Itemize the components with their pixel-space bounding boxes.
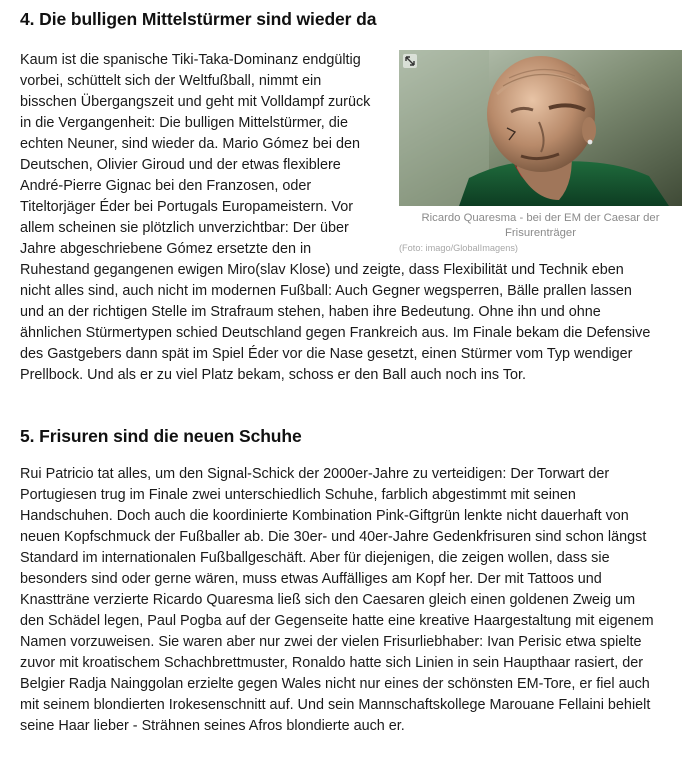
section-5-body: [20, 464, 654, 737]
body-line: in die Vergangenheit: Die bulligen Mittelstürmer, die: [20, 115, 348, 131]
body-line: Knastträne verzierte Ricardo Quaresma ließ sich den Caesaren gleich einen goldenen Zweig um: [20, 592, 636, 608]
body-line: Belgier Radja Nainggolan erzielte gegen Wales nicht nur eines der schönsten EM-Tore, er fiel auch: [20, 676, 650, 692]
body-line: bisschen Übergangszeit und geht mit Volldampf zurück: [20, 94, 371, 110]
body-line: vorbei, schüttelt sich der Weltfußball, nimmt ein: [20, 73, 322, 89]
body-line: Portugiesen trug im Finale zwei unterschiedlich Schuhe, farblich abgestimmt mit seinen: [20, 487, 576, 503]
body-line: seine Haar lieber - Strähnen seines Afros blondierte auch er.: [20, 718, 405, 734]
section-4-body: [20, 50, 650, 386]
body-line: mit seinem blondierten Irokesenschnitt auf. Und sein Mannschaftskollege Marouane Fellaini behielt: [20, 697, 651, 713]
body-line: neuen Kopfschmuck der Fußballer ab. Die 30er- und 40er-Jahre Gedenkfrisuren sind schon längst: [20, 529, 647, 545]
body-line: Jahre abgeschriebene Gómez ersetzte den in: [20, 241, 312, 257]
body-line: ähnlichen Stürmertypen schied Deutschland gegen Frankreich aus. Im Finale bekam die Defensive: [20, 325, 651, 341]
body-line: echten Neuner, sind wieder da. Mario Gómez bei den: [20, 136, 360, 152]
body-line: Deutschen, Olivier Giroud und der etwas flexiblere: [20, 157, 341, 173]
body-line: nicht alles sind, auch nicht im modernen Fußball: Auch Gegner wegsperren, Bälle prallen lassen: [20, 283, 632, 299]
body-line: des Gastgebers dann spät im Spiel Éder vor die Nase gesetzt, einen Stürmer vom Typ wendiger: [20, 346, 633, 362]
body-line: Handschuhen. Doch auch die koordinierte Kombination Pink-Giftgrün lenkte nicht dauerhaft von: [20, 508, 629, 524]
section-heading-frisuren: 5. Frisuren sind die neuen Schuhe: [20, 426, 302, 446]
body-line: Rui Patricio tat alles, um den Signal-Schick der 2000er-Jahre zu verteidigen: Der Torwart der: [20, 466, 610, 482]
photo-credit: (Foto: imago/GlobalImagens): [399, 243, 518, 253]
body-line: Prellbock. Und als er zu viel Platz bekam, schoss er den Ball auch noch ins Tor.: [20, 367, 527, 383]
body-line: Kaum ist die spanische Tiki-Taka-Dominanz endgültig: [20, 52, 361, 68]
body-line: Titeltorjäger Éder bei Portugals Europameistern. Vor: [20, 199, 354, 215]
body-line: besonders sind oder gerne wären, muss etwas Auffälliges am Kopf her. Der mit Tattoos und: [20, 571, 602, 587]
body-line: Standard im internationalen Fußballgeschäft. Aber für diejenigen, die zeigen wollen, dass sie: [20, 550, 610, 566]
body-line: den Schädel legen, Paul Pogba auf der Gegenseite hatte eine kreative Haargestaltung mit eigenem: [20, 613, 654, 629]
body-line: Ruhestand gegangenen ewigen Miro(slav Klose) und zeigte, dass Flexibilität und Technik eben: [20, 262, 624, 278]
body-line: allem scheinen sie plötzlich unverzichtbar: Der über: [20, 220, 349, 236]
section-heading-mittelstuermer: 4. Die bulligen Mittelstürmer sind wieder da: [20, 9, 377, 29]
body-line: und an der richtigen Stelle im Strafraum stehen, haben ihre Bedeutung. Ohne ihn und ohne: [20, 304, 601, 320]
photo-caption-text: Ricardo Quaresma - bei der EM der Caesar der Frisurenträger: [421, 212, 660, 239]
body-line: zuvor mit kroatischem Schachbrettmuster, Ronaldo hatte sich Linien in sein Haupthaar rasiert, der: [20, 655, 644, 671]
body-line: André-Pierre Gignac bei den Franzosen, oder: [20, 178, 312, 194]
body-line: Namen vorzuweisen. Sie waren aber nur zwei der vielen Frisurliebhaber: Ivan Perisic etwa spielte: [20, 634, 642, 650]
